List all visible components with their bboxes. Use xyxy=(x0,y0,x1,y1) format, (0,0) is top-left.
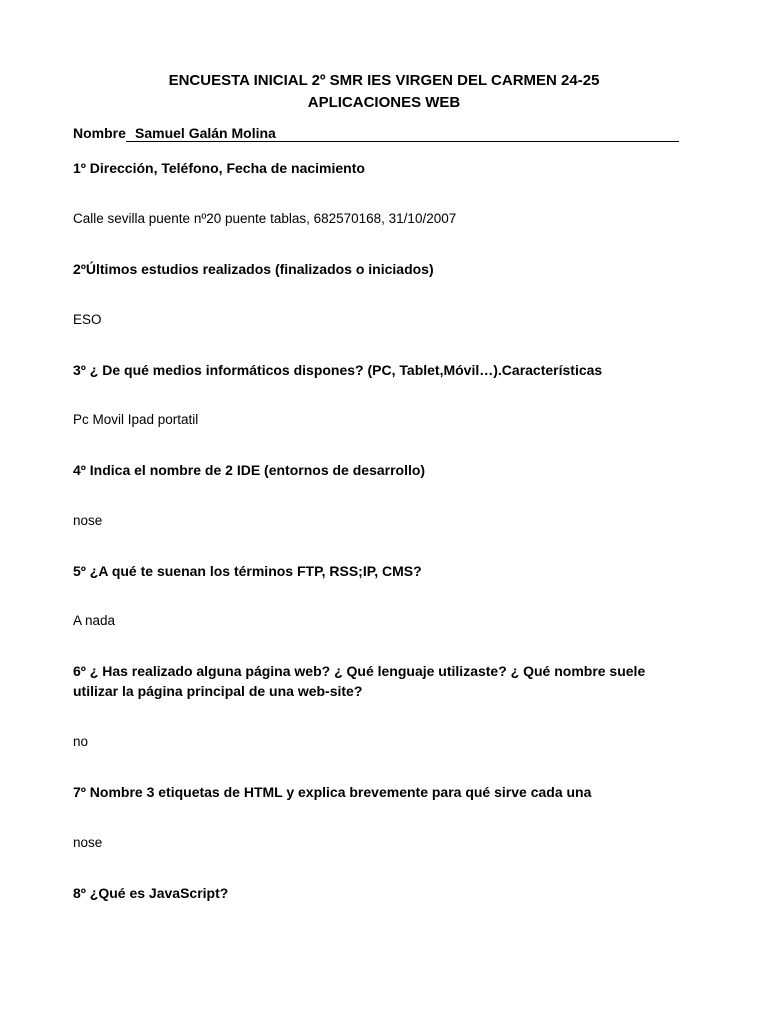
name-field xyxy=(73,124,679,142)
question-8: 8º ¿Qué es JavaScript? xyxy=(73,885,229,901)
question-6: 6º ¿ Has realizado alguna página web? ¿ Qué lenguaje utilizaste? ¿ Qué nombre suele utilizar la página principal de una web-site? xyxy=(73,663,646,699)
question-3: 3º ¿ De qué medios informáticos dispones? (PC, Tablet,Móvil…).Características xyxy=(73,362,603,378)
question-2: 2ºÚltimos estudios realizados (finalizados o iniciados) xyxy=(73,261,434,277)
answer-4: nose xyxy=(73,513,103,528)
answer-6: no xyxy=(73,734,89,749)
name-value: Samuel Galán Molina xyxy=(126,124,679,142)
question-1: 1º Dirección, Teléfono, Fecha de nacimiento xyxy=(73,160,365,176)
answer-2: ESO xyxy=(73,312,102,327)
question-7: 7º Nombre 3 etiquetas de HTML y explica brevemente para qué sirve cada una xyxy=(73,784,592,800)
answer-7: nose xyxy=(73,835,103,850)
document-subtitle: APLICACIONES WEB xyxy=(307,94,461,111)
answer-5: A nada xyxy=(73,613,116,628)
question-4: 4º Indica el nombre de 2 IDE (entornos de desarrollo) xyxy=(73,462,426,478)
name-label: Nombre xyxy=(73,125,126,141)
answer-3: Pc Movil Ipad portatil xyxy=(73,412,199,427)
document-title: ENCUESTA INICIAL 2º SMR IES VIRGEN DEL CARMEN 24-25 xyxy=(168,72,600,89)
question-5: 5º ¿A qué te suenan los términos FTP, RSS;IP, CMS? xyxy=(73,563,422,579)
answer-1: Calle sevilla puente nº20 puente tablas, 682570168, 31/10/2007 xyxy=(73,211,457,226)
